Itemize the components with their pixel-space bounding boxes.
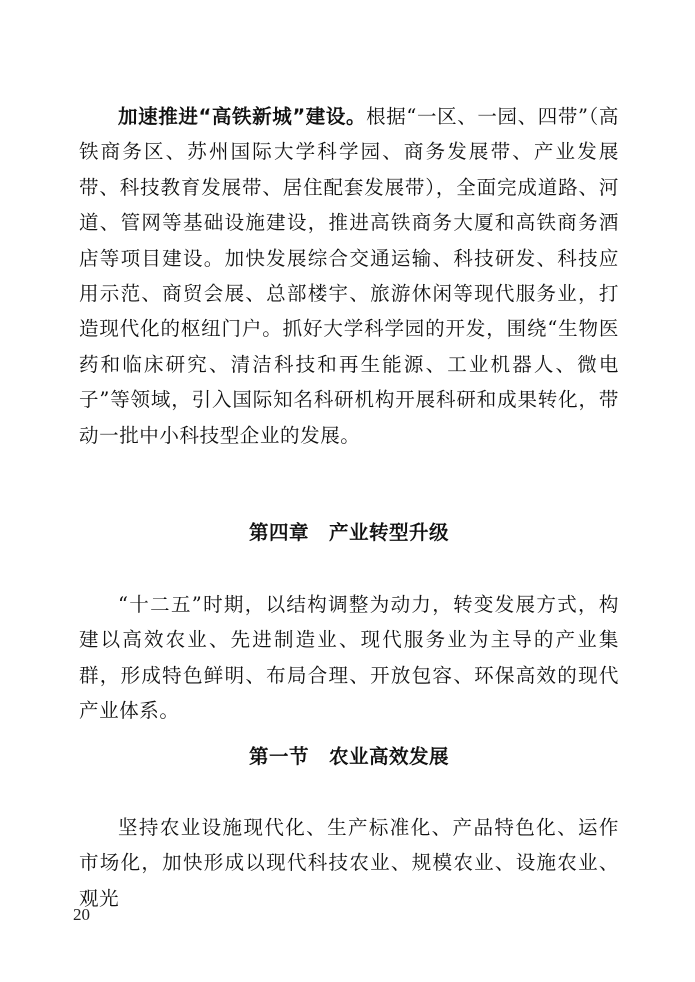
section-heading: 第一节 农业高效发展	[248, 745, 449, 768]
page-number: 20	[73, 905, 90, 924]
chapter-heading: 第四章 产业转型升级	[248, 521, 449, 544]
paragraph-high-speed-rail-new-city	[79, 99, 619, 453]
paragraph-lead-bold: 加速推进“高铁新城”建设。	[118, 105, 367, 128]
paragraph-agriculture: 坚持农业设施现代化、生产标准化、产品特色化、运作市场化，加快形成以现代科技农业、规模农业、设施农业、观光	[79, 816, 619, 910]
paragraph-body: 根据“一区、一园、四带”（高铁商务区、苏州国际大学科学园、商务发展带、产业发展带、科技教育发展带、居住配套发展带），全面完成道路、河道、管网等基础设施建设，推进高铁商务大厦和高铁商务酒店等项目建设。加快发展综合交通运输、科技研发、科技应用示范、商贸会展、总部楼宇、旅游休闲等现代服务业，打造现代化的枢纽门户。抓好大学科学园的开发，围绕“生物医药和临床研究、清洁科技和再生能源、工业机器人、微电子”等领域，引入国际知名科研机构开展科研和成果转化，带动一批中小科技型企业的发展。	[79, 105, 619, 447]
paragraph-industrial-transformation: “十二五”时期，以结构调整为动力，转变发展方式，构建以高效农业、先进制造业、现代服务业为主导的产业集群，形成特色鲜明、布局合理、开放包容、环保高效的现代产业体系。	[79, 593, 619, 723]
